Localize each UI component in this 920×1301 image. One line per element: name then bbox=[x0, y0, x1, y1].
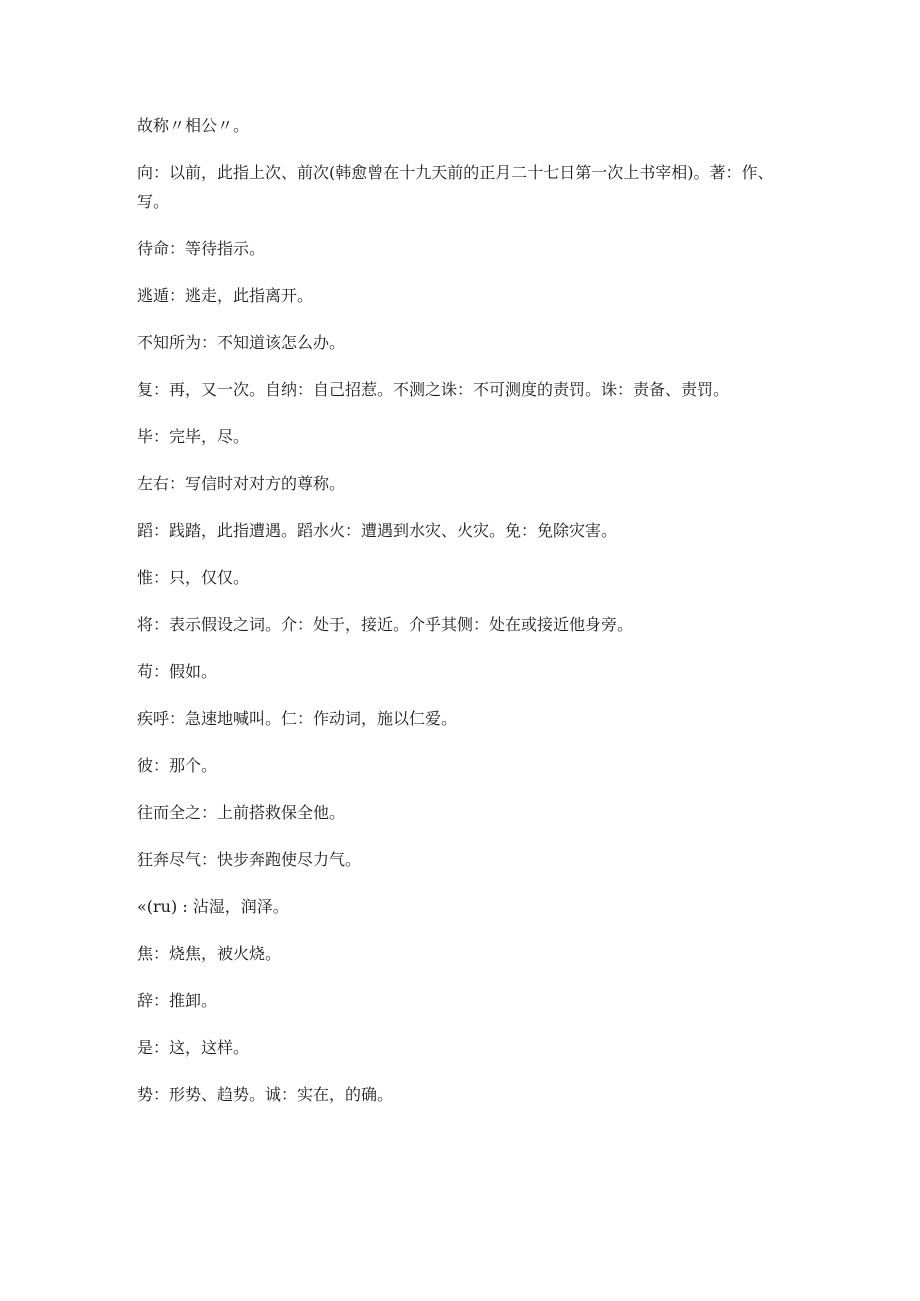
text-line-17: «(ru) : 沾湿，润泽。 bbox=[137, 897, 289, 916]
text-line-12: 苟：假如。 bbox=[137, 662, 218, 681]
text-line-15: 往而全之：上前搭救保全他。 bbox=[137, 803, 346, 822]
text-line-4: 逃遁：逃走，此指离开。 bbox=[137, 286, 314, 305]
text-line-8: 左右：写信时对对方的尊称。 bbox=[137, 474, 346, 493]
text-line-11: 将：表示假设之词。介：处于，接近。介乎其侧：处在或接近他身旁。 bbox=[137, 615, 634, 634]
text-line-19: 辞：推卸。 bbox=[137, 991, 218, 1010]
document-page bbox=[137, 111, 777, 1127]
text-line-6: 复：再，又一次。自纳：自己招惹。不测之诛：不可测度的责罚。诛：责备、责罚。 bbox=[137, 380, 730, 399]
text-line-5: 不知所为：不知道该怎么办。 bbox=[137, 333, 346, 352]
text-line-10: 惟：只，仅仅。 bbox=[137, 568, 250, 587]
text-line-3: 待命：等待指示。 bbox=[137, 239, 266, 258]
text-line-18: 焦：烧焦，被火烧。 bbox=[137, 944, 282, 963]
text-line-21: 势：形势、趋势。诚：实在，的确。 bbox=[137, 1085, 394, 1104]
text-line-9: 蹈：践踏，此指遭遇。蹈水火：遭遇到水灾、火灾。免：免除灾害。 bbox=[137, 521, 618, 540]
text-line-20: 是：这，这样。 bbox=[137, 1038, 250, 1057]
text-line-14: 彼：那个。 bbox=[137, 756, 218, 775]
text-line-2: 向：以前，此指上次、前次(韩愈曾在十九天前的正月二十七日第一次上书宰相)。著：作、写。 bbox=[137, 163, 774, 211]
text-line-16: 狂奔尽气：快步奔跑使尽力气。 bbox=[137, 850, 362, 869]
text-line-7: 毕：完毕，尽。 bbox=[137, 427, 250, 446]
text-line-13: 疾呼：急速地喊叫。仁：作动词，施以仁爱。 bbox=[137, 709, 458, 728]
text-line-1: 故称〃相公〃。 bbox=[137, 116, 250, 135]
